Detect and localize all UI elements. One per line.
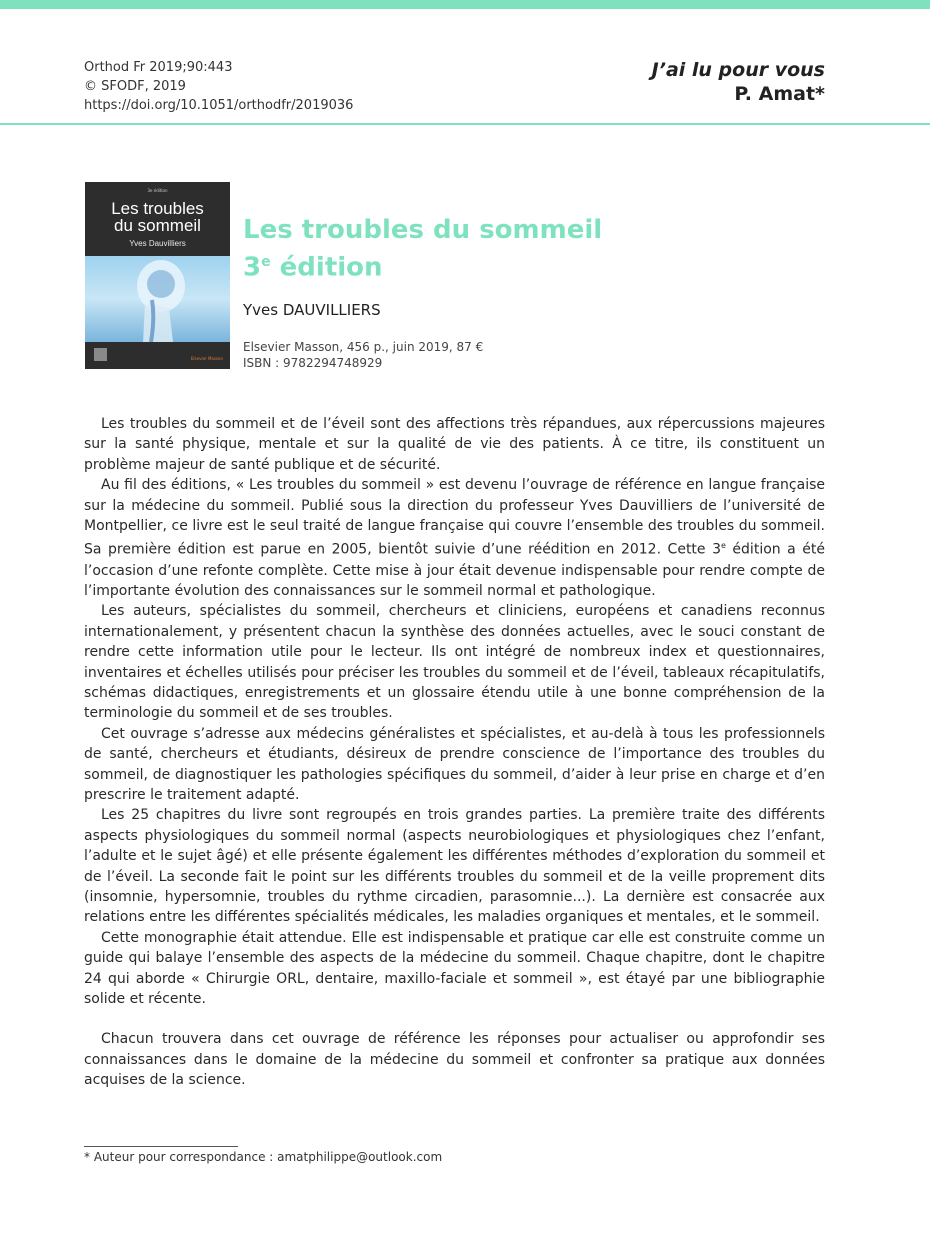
copyright: © SFODF, 2019: [84, 79, 186, 94]
citation: Orthod Fr 2019;90:443: [84, 60, 233, 75]
book-info: [243, 339, 483, 371]
publisher-logo-icon: [94, 348, 107, 361]
book-title-main: Les troubles du sommeil: [243, 215, 603, 245]
isbn-line: ISBN : 9782294748929: [243, 356, 383, 370]
cover-edition: 3e édition: [147, 188, 168, 193]
publisher-line: Elsevier Masson, 456 p., juin 2019, 87 €: [243, 340, 484, 354]
review-author: P. Amat*: [734, 83, 825, 105]
cover-title-line2: du sommeil: [114, 216, 201, 235]
paragraph: Les auteurs, spécialistes du sommeil, chercheurs et cliniciens, européens et canadiens reconnus internationalement, y présentent chacun la synthèse des données actuelles, avec le souci constant de rendre cette information utile pour le lecteur. Ils ont intégré de nombreux index et questionnaires, inventaires et échelles utilisés pour préciser les troubles du sommeil et de l’éveil, tableaux récapitulatifs, schémas didactiques, enregistrements et un glossaire étendu utile à une bonne compréhension de la terminologie du sommeil et de ses troubles.: [84, 603, 825, 722]
cover-author: Yves Dauvilliers: [129, 239, 186, 248]
footnote-rule: [84, 1146, 238, 1147]
footnote: * Auteur pour correspondance : amatphilippe@outlook.com: [84, 1150, 443, 1164]
rubric-block: [652, 58, 825, 106]
paragraph: Cette monographie était attendue. Elle est indispensable et pratique car elle est construite comme un guide qui balaye l’ensemble des aspects de la médecine du sommeil. Chaque chapitre, dont le chapitre 24 qui aborde « Chirurgie ORL, dentaire, maxillo-faciale et sommeil », est étayé par une bibliographie solide et récente.: [84, 929, 825, 1008]
article-meta: [84, 58, 353, 115]
header-rule: [0, 123, 930, 125]
head-silhouette-icon: [85, 256, 230, 342]
cover-title-line1: Les troubles: [111, 199, 204, 218]
book-title: [243, 214, 602, 284]
cover-artwork: [85, 256, 230, 342]
paragraph: Au fil des éditions, « Les troubles du sommeil » est devenu l’ouvrage de référence en langue française sur la médecine du sommeil. Publié sous la direction du professeur Yves Dauvilliers de l’université de Montpellier, ce livre est le seul traité de langue française qui couvre l’ensemble des troubles du sommeil. Sa première édition est parue en 2005, bientôt suivie d’une réédition en 2012. Cette 3e édition a été l’occasion d’une refonte complète. Cette mise à jour était devenue indispensable pour rendre compte de l’importante évolution des connaissances sur le sommeil normal et pathologique.: [84, 477, 825, 599]
paragraph: Cet ouvrage s’adresse aux médecins généralistes et spécialistes, et au-delà à tous les professionnels de santé, chercheurs et étudiants, désireux de prendre conscience de l’importance des troubles du sommeil, de diagnostiquer les pathologies spécifiques du sommeil, d’aider à leur prise en charge et d’en prescrire le traitement adapté.: [84, 725, 825, 803]
doi-link[interactable]: https://doi.org/10.1051/orthodfr/2019036: [84, 98, 354, 113]
book-cover-image: [85, 182, 230, 369]
paragraph: Chacun trouvera dans cet ouvrage de référence les réponses pour actualiser ou approfondir ses connaissances dans le domaine de la médecine du sommeil et confronter sa pratique aux données acquises de la science.: [84, 1031, 825, 1089]
paragraph: Les troubles du sommeil et de l’éveil sont des affections très répandues, aux répercussions majeures sur la santé physique, mentale et sur la qualité de vie des patients. À ce titre, ils constituent un problème majeur de santé publique et de sécurité.: [84, 416, 825, 473]
book-author: Yves DAUVILLIERS: [243, 301, 381, 319]
rubric-title: J’ai lu pour vous: [651, 59, 825, 81]
cover-publisher: Elsevier Masson: [190, 356, 223, 361]
cover-title: [85, 200, 230, 234]
book-edition: 3e édition: [243, 252, 383, 283]
top-accent-bar: [0, 0, 930, 9]
paragraph: Les 25 chapitres du livre sont regroupés en trois grandes parties. La première traite des différents aspects physiologiques du sommeil normal (aspects neurobiologiques et physiologiques chez l’enfant, l’adulte et le sujet âgé) et elle présente également les différentes méthodes d’exploration du sommeil et de l’éveil. La seconde fait le point sur les différents troubles du sommeil et de la veille proprement dits (insomnie, hypersomnie, troubles du rythme circadien, parasomnie...). La dernière est consacrée aux relations entre les différentes spécialités médicales, les maladies organiques et mentales, et le sommeil.: [84, 807, 825, 926]
review-body: [84, 414, 825, 1091]
